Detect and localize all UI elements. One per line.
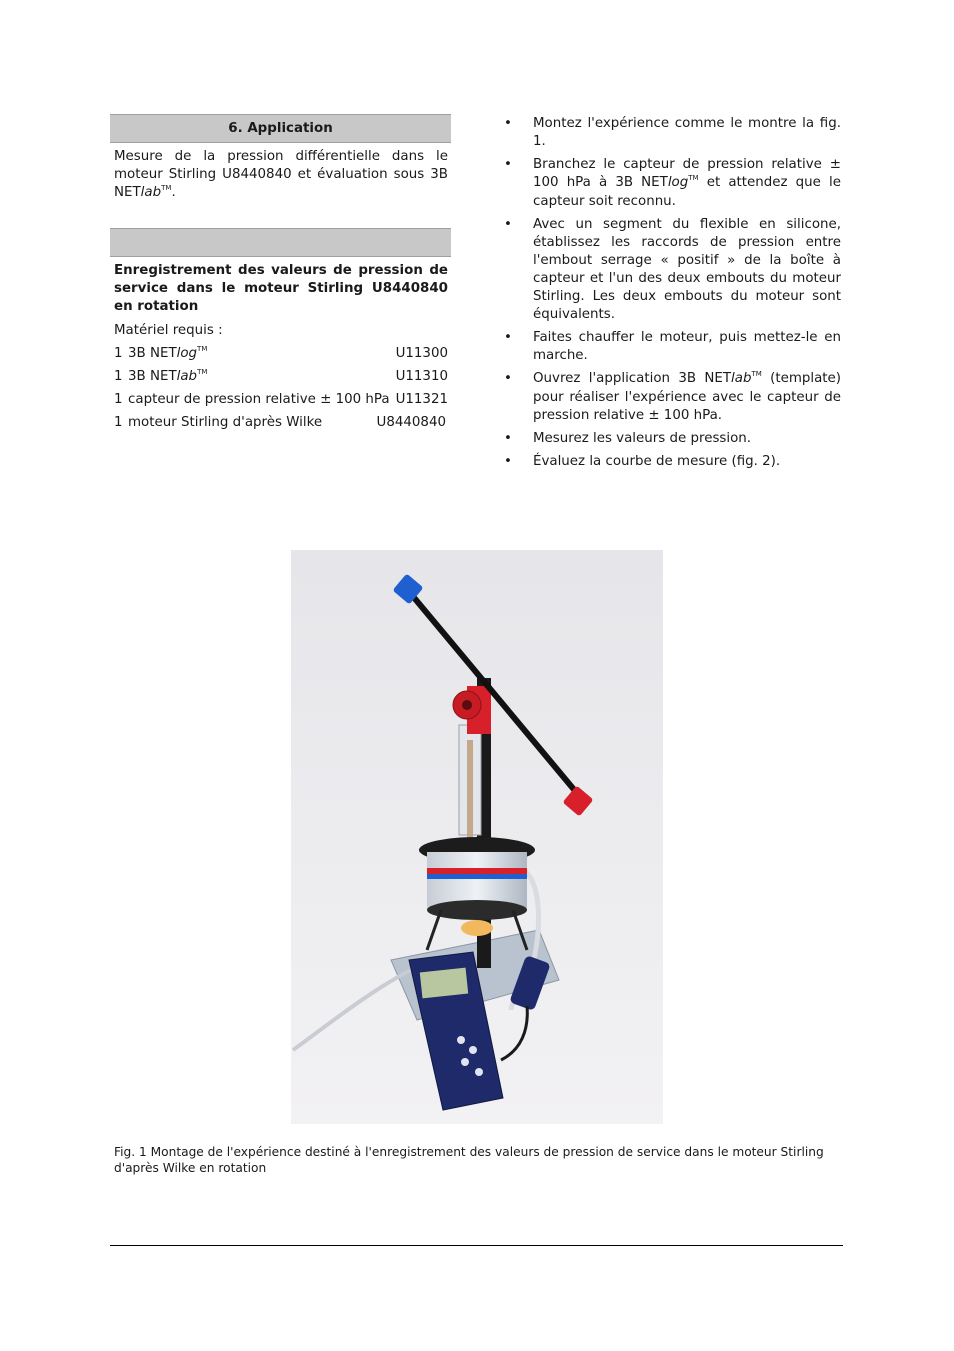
bullet: • — [504, 217, 512, 232]
material-item-netlab — [114, 368, 448, 386]
step-text: Mesurez les valeurs de pression. — [533, 431, 752, 446]
bullet: • — [504, 157, 512, 172]
experiment-photo — [291, 550, 663, 1124]
step-4 — [504, 329, 841, 365]
section-heading-application: 6. Application — [110, 114, 451, 143]
step-7 — [504, 453, 841, 471]
material-qty: 1 — [114, 415, 123, 430]
material-item-sensor — [114, 391, 448, 409]
bullet: • — [504, 330, 512, 345]
bullet: • — [504, 431, 512, 446]
material-item-netlog — [114, 345, 448, 363]
bullet: • — [504, 371, 512, 386]
trademark: TM — [751, 370, 762, 378]
step-text: Faites chauffer le moteur, puis mettez-le en marche. — [533, 330, 841, 363]
material-name-italic: lab — [176, 369, 198, 384]
step-1 — [504, 115, 841, 151]
step-3 — [504, 216, 841, 324]
netlog-button — [475, 1068, 483, 1076]
netlog-button — [469, 1046, 477, 1054]
section-heading-experiment — [110, 228, 451, 257]
trademark: TM — [197, 345, 208, 353]
material-qty: 1 — [114, 346, 123, 361]
material-name: moteur Stirling d'après Wilke — [128, 415, 323, 430]
application-text — [114, 148, 448, 203]
netlog-display — [420, 968, 468, 999]
engine-blue-band — [427, 874, 527, 879]
footer-rule — [110, 1245, 843, 1246]
material-code: U11310 — [395, 369, 448, 384]
material-name-main: 3B NET — [128, 369, 177, 384]
trademark: TM — [688, 174, 699, 182]
trademark: TM — [197, 368, 208, 376]
step-text: Montez l'expérience comme le montre la fig. 1. — [533, 116, 841, 149]
figure-caption: Fig. 1 Montage de l'expérience destiné à l'enregistrement des valeurs de pression de service dans le moteur Stirling d'après Wilke en rotation — [114, 1145, 824, 1175]
material-name — [128, 345, 207, 364]
step-6 — [504, 430, 841, 448]
step-text: Branchez le capteur de pression relative ± 100 hPa à 3B NET — [533, 157, 841, 190]
experiment-title: Enregistrement des valeurs de pression de service dans le moteur Stirling U8440840 en rotation — [114, 263, 448, 314]
step-text-italic: log — [667, 175, 689, 190]
application-text-end: . — [171, 185, 176, 200]
step-text: Avec un segment du flexible en silicone, établissez les raccords de pression entre l'embout serrage « positif » de la boîte à capteur et l'un des deux embouts du moteur Stirling. Les deux embouts du moteur sont équivalents. — [533, 217, 841, 322]
stirling-engine-illustration — [291, 550, 663, 1124]
materials-label: Matériel requis : — [114, 323, 223, 338]
bullet: • — [504, 454, 512, 469]
trademark: TM — [161, 184, 172, 192]
material-code: U8440840 — [376, 415, 446, 430]
flywheel-axle — [462, 700, 472, 710]
application-text-italic: lab — [140, 185, 162, 200]
step-5 — [504, 370, 841, 425]
burner-flame — [461, 920, 493, 936]
material-name — [128, 368, 207, 387]
engine-bottom-plate — [427, 900, 527, 920]
material-name: capteur de pression relative ± 100 hPa — [128, 392, 390, 407]
procedure-steps — [504, 115, 841, 476]
step-2 — [504, 156, 841, 211]
engine-red-band — [427, 868, 527, 874]
piston-rod — [467, 740, 473, 840]
bullet: • — [504, 116, 512, 131]
step-text-end: et attendez que le capteur soit reconnu. — [533, 175, 841, 209]
material-item-engine — [114, 414, 448, 432]
material-name-italic: log — [176, 346, 198, 361]
material-qty: 1 — [114, 392, 123, 407]
application-text-main: Mesure de la pression différentielle dans le moteur Stirling U8440840 et évaluation sous 3B NET — [114, 149, 448, 200]
step-text-end: (template) pour réaliser l'expérience avec le capteur de pression relative ± 100 hPa. — [533, 371, 841, 423]
material-qty: 1 — [114, 369, 123, 384]
netlog-button — [461, 1058, 469, 1066]
material-name-main: 3B NET — [128, 346, 177, 361]
material-code: U11300 — [395, 346, 448, 361]
step-text: Évaluez la courbe de mesure (fig. 2). — [533, 454, 781, 469]
netlog-button — [457, 1036, 465, 1044]
step-text: Ouvrez l'application 3B NET — [533, 371, 732, 386]
step-text-italic: lab — [731, 371, 752, 386]
material-code: U11321 — [395, 392, 448, 407]
